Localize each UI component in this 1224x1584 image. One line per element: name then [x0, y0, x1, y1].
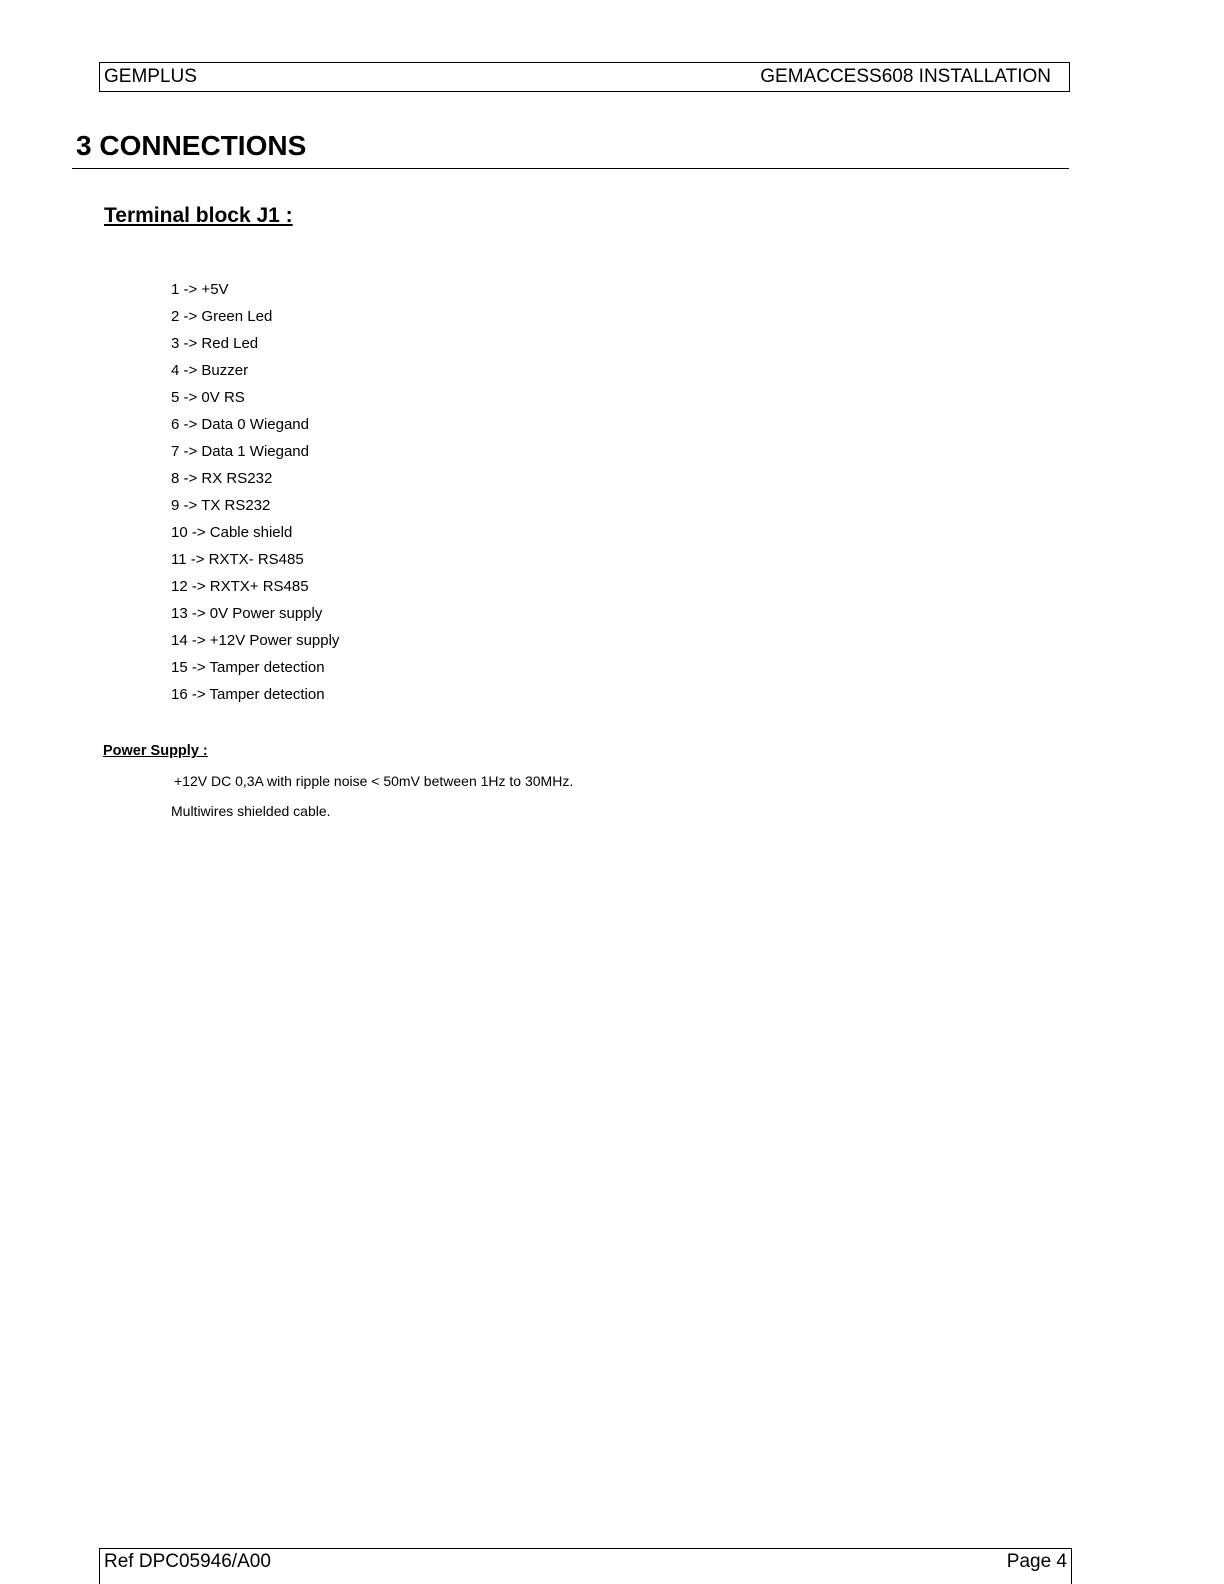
- power-supply-cable: Multiwires shielded cable.: [171, 803, 331, 819]
- page-footer: [99, 1548, 1072, 1584]
- header-company: GEMPLUS: [104, 66, 197, 87]
- list-item: 13 -> 0V Power supply: [171, 605, 323, 622]
- list-item: 15 -> Tamper detection: [171, 659, 325, 676]
- section-divider: [72, 168, 1069, 169]
- list-item: 4 -> Buzzer: [171, 362, 249, 379]
- header-document-title: GEMACCESS608 INSTALLATION: [760, 66, 1051, 87]
- list-item: 12 -> RXTX+ RS485: [171, 578, 309, 595]
- page-header: [99, 62, 1070, 92]
- list-item: 14 -> +12V Power supply: [171, 632, 340, 649]
- list-item: 7 -> Data 1 Wiegand: [171, 443, 309, 460]
- list-item: 1 -> +5V: [171, 281, 229, 298]
- power-supply-spec: +12V DC 0,3A with ripple noise < 50mV between 1Hz to 30MHz.: [174, 773, 574, 789]
- list-item: 9 -> TX RS232: [171, 497, 271, 514]
- list-item: 2 -> Green Led: [171, 308, 273, 325]
- list-item: 11 -> RXTX- RS485: [171, 551, 304, 568]
- pin-list: [171, 280, 339, 712]
- list-item: 6 -> Data 0 Wiegand: [171, 416, 309, 433]
- list-item: 3 -> Red Led: [171, 335, 259, 352]
- power-supply-title: Power Supply :: [103, 743, 208, 759]
- terminal-block-title: Terminal block J1 :: [104, 204, 293, 227]
- list-item: 8 -> RX RS232: [171, 470, 273, 487]
- list-item: 5 -> 0V RS: [171, 389, 245, 406]
- list-item: 16 -> Tamper detection: [171, 686, 325, 703]
- list-item: 10 -> Cable shield: [171, 524, 293, 541]
- page-number: Page 4: [1006, 1551, 1067, 1572]
- footer-reference: Ref DPC05946/A00: [104, 1551, 271, 1572]
- section-title: 3 CONNECTIONS: [76, 130, 307, 161]
